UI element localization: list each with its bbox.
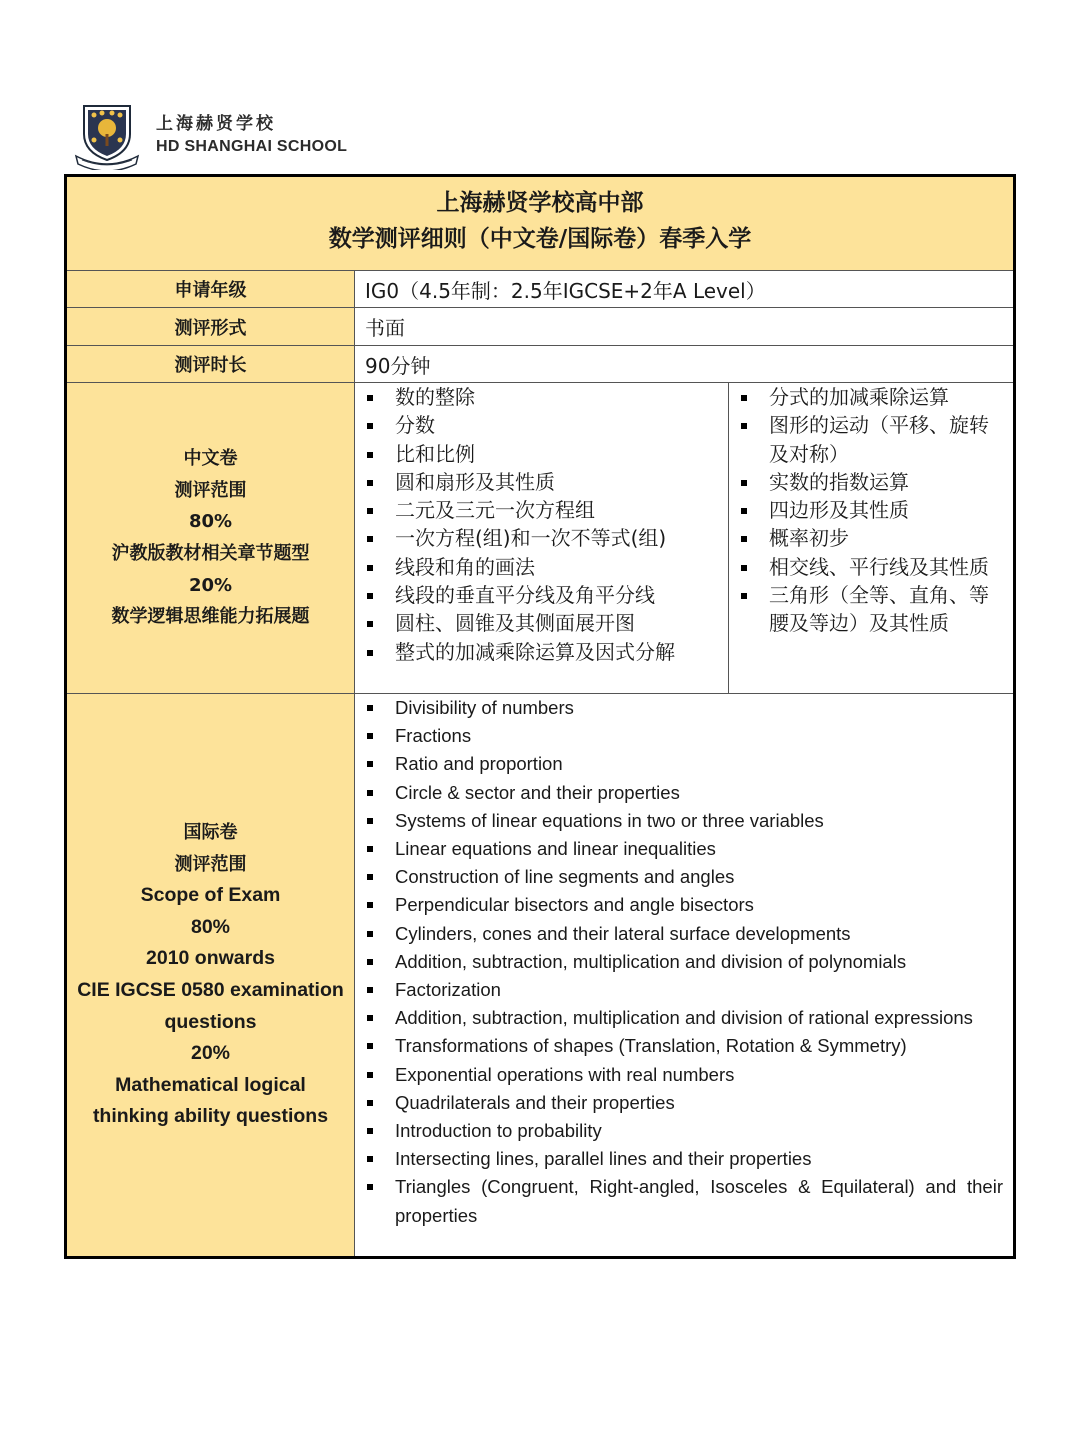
chinese-paper-label — [67, 383, 355, 693]
label-line: Mathematical logical — [115, 1073, 306, 1096]
table-title — [67, 177, 1013, 271]
list-item: 线段和角的画法 — [355, 553, 728, 581]
bullet-icon — [367, 818, 373, 824]
bullet-icon — [741, 480, 747, 486]
label-line: 20% — [190, 1042, 230, 1065]
list-item: Exponential operations with real numbers — [355, 1061, 1013, 1089]
assessment-table — [64, 174, 1016, 1259]
format-value: 书面 — [365, 316, 405, 340]
bullet-icon — [367, 650, 373, 656]
label-line: thinking ability questions — [92, 1105, 329, 1128]
bullet-icon — [741, 565, 747, 571]
list-item: Intersecting lines, parallel lines and their properties — [355, 1145, 1013, 1173]
chinese-topic-list-right — [729, 383, 1013, 638]
label-line: 沪教版教材相关章节题型 — [111, 543, 310, 564]
label-line: 测评范围 — [174, 479, 247, 501]
bullet-icon — [367, 761, 373, 767]
list-item: 相交线、平行线及其性质 — [729, 553, 1013, 581]
bullet-icon — [367, 846, 373, 852]
list-item: 概率初步 — [729, 524, 1013, 552]
row-format — [67, 308, 1013, 346]
label-line: 数学逻辑思维能力拓展题 — [111, 606, 310, 628]
bullet-icon — [741, 593, 747, 599]
chinese-topic-list-left — [355, 383, 728, 666]
grade-value: IG0（4.5年制：2.5年IGCSE+2年A Level） — [365, 278, 766, 303]
label-line: Scope of Exam — [140, 884, 281, 907]
bullet-icon — [741, 423, 747, 429]
bullet-icon — [367, 593, 373, 599]
bullet-icon — [367, 987, 373, 993]
list-item: Cylinders, cones and their lateral surface developments — [355, 920, 1013, 948]
international-topics — [355, 694, 1013, 1256]
list-item: Fractions — [355, 722, 1013, 750]
chinese-topics-left — [355, 383, 729, 693]
list-item: 二元及三元一次方程组 — [355, 496, 728, 524]
bullet-icon — [367, 1015, 373, 1021]
school-name-en: HD SHANGHAI SCHOOL — [156, 138, 348, 155]
list-item: 圆和扇形及其性质 — [355, 468, 728, 496]
list-item: 一次方程(组)和一次不等式(组) — [355, 524, 728, 552]
list-item: 圆柱、圆锥及其侧面展开图 — [355, 609, 728, 637]
list-item: 分数 — [355, 411, 728, 439]
bullet-icon — [367, 1156, 373, 1162]
list-item: Linear equations and linear inequalities — [355, 835, 1013, 863]
row-chinese-paper — [67, 383, 1013, 694]
bullet-icon — [367, 931, 373, 937]
list-item: 数的整除 — [355, 383, 728, 411]
bullet-icon — [367, 621, 373, 627]
label-line: 20% — [188, 574, 233, 596]
list-item: Factorization — [355, 976, 1013, 1004]
list-item: Perpendicular bisectors and angle bisectors — [355, 891, 1013, 919]
list-item: Ratio and proportion — [355, 750, 1013, 778]
list-item: Addition, subtraction, multiplication and division of polynomials — [355, 948, 1013, 976]
bullet-icon — [367, 874, 373, 880]
list-item: Addition, subtraction, multiplication and division of rational expressions — [355, 1004, 1013, 1032]
bullet-icon — [367, 452, 373, 458]
bullet-icon — [367, 1184, 373, 1190]
label-line: 80% — [190, 915, 230, 938]
bullet-icon — [367, 536, 373, 542]
international-paper-label — [67, 694, 355, 1256]
bullet-icon — [741, 508, 747, 514]
list-item: 分式的加减乘除运算 — [729, 383, 1013, 411]
bullet-icon — [367, 395, 373, 401]
list-item: 线段的垂直平分线及角平分线 — [355, 581, 728, 609]
international-topic-list — [355, 694, 1013, 1230]
bullet-icon — [367, 959, 373, 965]
title-line-2: 数学测评细则（中文卷/国际卷）春季入学 — [328, 226, 752, 252]
list-item: 整式的加减乘除运算及因式分解 — [355, 638, 728, 666]
list-item: Divisibility of numbers — [355, 694, 1013, 722]
bullet-icon — [367, 1100, 373, 1106]
format-label: 测评形式 — [67, 308, 355, 345]
label-line: questions — [164, 1010, 257, 1033]
bullet-icon — [367, 1128, 373, 1134]
list-item: Quadrilaterals and their properties — [355, 1089, 1013, 1117]
school-logo — [72, 100, 347, 170]
bullet-icon — [367, 508, 373, 514]
list-item: Circle & sector and their properties — [355, 779, 1013, 807]
chinese-topics-right — [729, 383, 1013, 693]
bullet-icon — [367, 423, 373, 429]
school-name-cn: 上海赫贤学校 — [156, 114, 276, 134]
bullet-icon — [367, 1043, 373, 1049]
grade-label: 申请年级 — [67, 271, 355, 307]
list-item: 比和比例 — [355, 440, 728, 468]
bullet-icon — [367, 902, 373, 908]
list-item: 三角形（全等、直角、等腰及等边）及其性质 — [729, 581, 1013, 638]
bullet-icon — [741, 536, 747, 542]
row-duration — [67, 346, 1013, 383]
label-line: 中文卷 — [183, 448, 238, 470]
row-grade — [67, 271, 1013, 308]
bullet-icon — [741, 395, 747, 401]
bullet-icon — [367, 480, 373, 486]
list-item: Transformations of shapes (Translation, Rotation & Symmetry) — [355, 1032, 1013, 1060]
list-item: Introduction to probability — [355, 1117, 1013, 1145]
list-item: Triangles (Congruent, Right-angled, Isosceles & Equilateral) and their properties — [355, 1173, 1013, 1229]
label-line: CIE IGCSE 0580 examination — [77, 979, 344, 1001]
label-line: 80% — [188, 511, 233, 533]
list-item: Construction of line segments and angles — [355, 863, 1013, 891]
row-international-paper — [67, 694, 1013, 1256]
chinese-topics — [355, 383, 1013, 693]
list-item: Systems of linear equations in two or three variables — [355, 807, 1013, 835]
duration-value: 90分钟 — [365, 353, 431, 378]
bullet-icon — [367, 790, 373, 796]
bullet-icon — [367, 705, 373, 711]
bullet-icon — [367, 733, 373, 739]
label-line: 国际卷 — [183, 822, 238, 844]
bullet-icon — [367, 1072, 373, 1078]
duration-label: 测评时长 — [67, 346, 355, 382]
list-item: 实数的指数运算 — [729, 468, 1013, 496]
label-line: 2010 onwards — [146, 947, 275, 970]
list-item: 图形的运动（平移、旋转及对称） — [729, 411, 1013, 468]
bullet-icon — [367, 565, 373, 571]
label-line: 测评范围 — [174, 853, 247, 875]
title-line-1: 上海赫贤学校高中部 — [436, 190, 644, 216]
school-crest-icon — [72, 100, 142, 170]
list-item: 四边形及其性质 — [729, 496, 1013, 524]
